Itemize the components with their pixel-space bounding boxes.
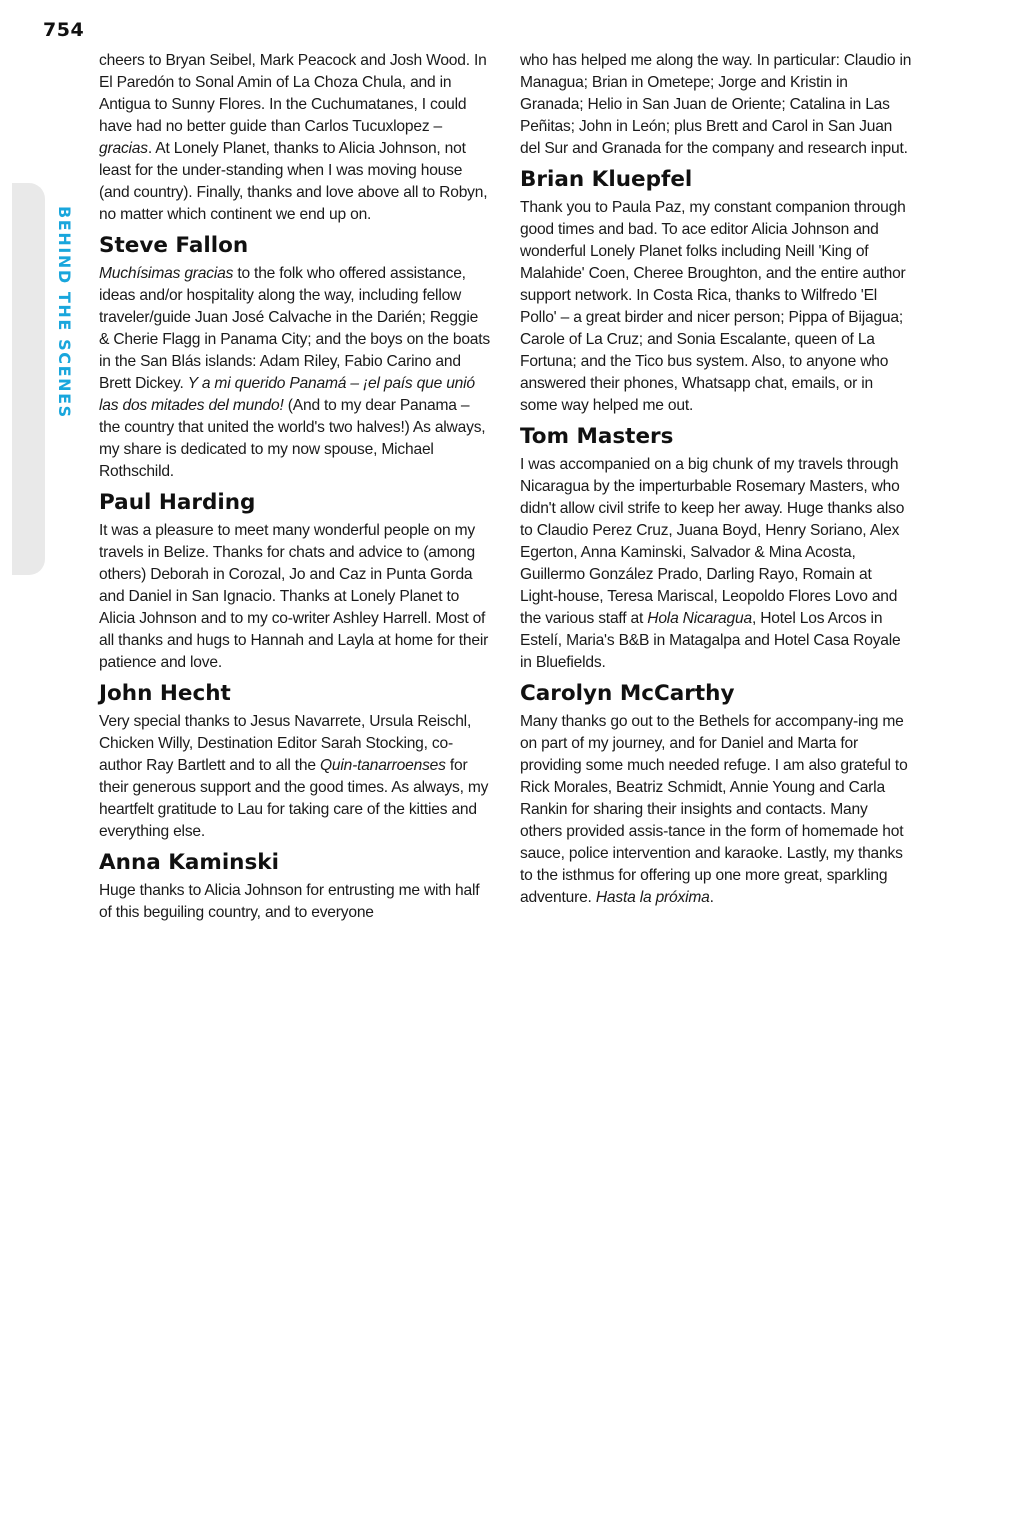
author-heading-steve-fallon: Steve Fallon <box>99 233 249 258</box>
author-text-paul-harding: It was a pleasure to meet many wonderful people on my travels in Belize. Thanks for chats and advice to (among others) Deborah in Corozal, Jo and Caz in Punta Gorda and Daniel in San Ignacio. Thanks at Lonely Planet to Alicia Johnson and to my co-writer Ashley Harrell. Most of all thanks and hugs to Hannah and Layla at home for their patience and love. <box>99 522 489 671</box>
author-heading-carolyn-mccarthy: Carolyn McCarthy <box>520 681 735 706</box>
author-text-brian-kluepfel: Thank you to Paula Paz, my constant companion through good times and bad. To ace editor Alicia Johnson and wonderful Lonely Planet folks including Neill 'King of Malahide' Coen, Cheree Broughton, and the entire author support network. In Costa Rica, thanks to Wilfredo 'El Pollo' – a great birder and nicer person; Pippa of Bijagua; Carole of La Cruz; and Sonia Escalante, queen of La Fortuna; and the Tico bus system. Also, to anyone who answered their phones, Whatsapp chat, emails, or in some way helped me out. <box>520 199 906 414</box>
author-text-steve-fallon: Muchísimas gracias to the folk who offered assistance, ideas and/or hospitality along the way, including fellow traveler/guide Juan José Calvache in the Darién; Reggie & Cherie Flagg in Panama City; and the boys on the boats in the San Blás islands: Adam Riley, Fabio Carino and Brett Dickey. Y a mi querido Panamá – ¡el país que unió las dos mitades del mundo! (And to my dear Panama – the country that united the world's two halves!) As always, my share is dedicated to my now spouse, Michael Rothschild. <box>99 265 491 480</box>
author-text-carolyn-mccarthy: Many thanks go out to the Bethels for accompany-ing me on part of my journey, and for Daniel and Marta for providing some much needed refuge. I am also grateful to Rick Morales, Beatriz Schmidt, Annie Young and Carla Rankin for sharing their insights and contacts. Many others provided assis-tance in the form of homemade hot sauce, police intervention and karaoke. Lastly, my thanks to the isthmus for offering up one more great, sparkling adventure. Hasta la próxima. <box>520 713 908 906</box>
author-heading-john-hecht: John Hecht <box>99 681 231 706</box>
author-heading-anna-kaminski: Anna Kaminski <box>99 850 279 875</box>
author-heading-brian-kluepfel: Brian Kluepfel <box>520 167 693 192</box>
left-column <box>99 50 491 924</box>
page-number: 754 <box>43 19 85 41</box>
author-heading-paul-harding: Paul Harding <box>99 490 256 515</box>
continued-paragraph: who has helped me along the way. In particular: Claudio in Managua; Brian in Ometepe; Jorge and Kristin in Granada; Helio in San Juan de Oriente; Catalina in Las Peñitas; John in León; plus Brett and Carol in San Juan del Sur and Granada for the company and research input. <box>520 52 912 157</box>
author-text-john-hecht: Very special thanks to Jesus Navarrete, Ursula Reischl, Chicken Willy, Destination Editor Sarah Stocking, co-author Ray Bartlett and to all the Quin-tanarroenses for their generous support and the good times. As always, my heartfelt gratitude to Lau for taking care of the kitties and everything else. <box>99 713 489 840</box>
section-side-tab <box>12 183 45 575</box>
author-text-anna-kaminski: Huge thanks to Alicia Johnson for entrusting me with half of this beguiling country, and to everyone <box>99 882 480 921</box>
right-column <box>520 50 912 909</box>
author-heading-tom-masters: Tom Masters <box>520 424 674 449</box>
author-text-tom-masters: I was accompanied on a big chunk of my travels through Nicaragua by the imperturbable Rosemary Masters, who didn't allow civil strife to keep her away. Huge thanks also to Claudio Perez Cruz, Juana Boyd, Henry Soriano, Alex Egerton, Anna Kaminski, Salvador & Mina Acosta, Guillermo González Prado, Darling Rayo, Romain at Light-house, Teresa Mariscal, Leopoldo Flores Lovo and the various staff at Hola Nicaragua, Hotel Los Arcos in Estelí, Maria's B&B in Matagalpa and Hotel Casa Royale in Bluefields. <box>520 456 905 671</box>
section-side-label: BEHIND THE SCENES <box>55 206 74 419</box>
intro-paragraph: cheers to Bryan Seibel, Mark Peacock and Josh Wood. In El Paredón to Sonal Amin of La Choza Chula, and in Antigua to Sunny Flores. In the Cuchumatanes, I could have had no better guide than Carlos Tucuxlopez – gracias. At Lonely Planet, thanks to Alicia Johnson, not least for the under-standing when I was moving house (and country). Finally, thanks and love above all to Robyn, no matter which continent we end up on. <box>99 52 488 223</box>
